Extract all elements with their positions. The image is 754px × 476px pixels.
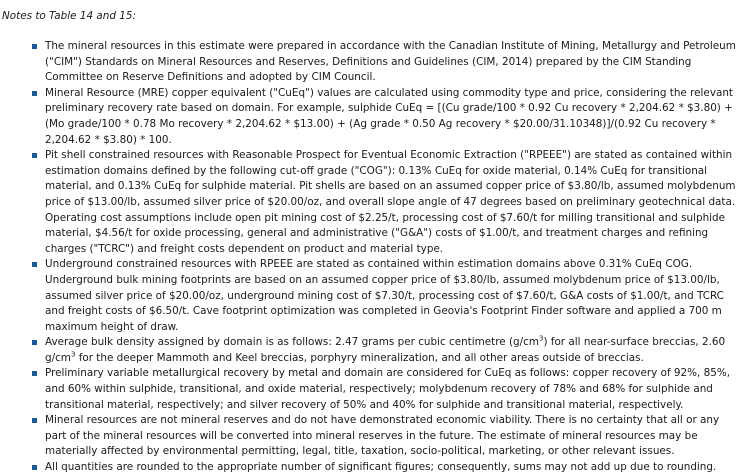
note-text: Preliminary variable metallurgical recovery by metal and domain are considered for CuEq as follows: copper recovery of 92%, 85%, and 60% within sulphide, transitional, and oxide material, respectively; molybdenum recovery of 78% and 68% for sulphide and transitional material, respectively; and silver recovery of 50% and 40% for sulphide and transitional material, respectively. bbox=[45, 367, 731, 411]
square-bullet-icon bbox=[32, 262, 37, 267]
square-bullet-icon bbox=[32, 340, 37, 345]
square-bullet-icon bbox=[32, 465, 37, 470]
note-text: Pit shell constrained resources with Reasonable Prospect for Eventual Economic Extraction ("RPEEE") are stated as contained within estimation domains defined by the following cut-off grade ("COG"): 0.13% CuEq for oxide material, 0.14% CuEq for transitional material, and 0.13% CuEq for sulphide material. Pit shells are based on an assumed copper price of $3.80/lb, assumed molybdenum price of $13.00/lb, assumed silver price of $20.00/oz, and overall slope angle of 47 degrees based on preliminary geotechnical data. Operating cost assumptions include open pit mining cost of $2.25/t, processing cost of $7.60/t for milling transitional and sulphide material, $4.56/t for oxide processing, general and administrative ("G&A") costs of $1.00/t, and treatment charges and refining charges ("TCRC") and freight costs dependent on product and material type. bbox=[45, 149, 736, 255]
note-item-pit-shell bbox=[0, 148, 742, 257]
notes-heading: Notes to Table 14 and 15: bbox=[2, 10, 136, 22]
square-bullet-icon bbox=[32, 44, 37, 49]
square-bullet-icon bbox=[32, 153, 37, 158]
note-item-cueq-calculation bbox=[0, 86, 742, 148]
note-text: Underground constrained resources with RPEEE are stated as contained within estimation domains above 0.31% CuEq COG. Underground bulk mining footprints are based on an assumed copper price of $3.80/lb, assumed molybdenum price of $13.00/lb, assumed silver price of $20.00/oz, underground mining cost of $7.30/t, processing cost of $7.60/t, G&A costs of $1.00/t, and TCRC and freight costs of $6.50/t. Cave footprint optimization was completed in Geovia's Footprint Finder software and applied a 700 m maximum height of draw. bbox=[45, 258, 724, 333]
note-item-cim-standards bbox=[0, 39, 742, 86]
note-text-part: for the deeper Mammoth and Keel breccias, porphyry mineralization, and all other areas outside of breccias. bbox=[75, 351, 644, 364]
square-bullet-icon bbox=[32, 371, 37, 376]
note-text: The mineral resources in this estimate were prepared in accordance with the Canadian Institute of Mining, Metallurgy and Petroleum ("CIM") Standards on Mineral Resources and Reserves, Definitions and Guidelines (CIM, 2014) prepared by the CIM Standing Committee on Reserve Definitions and adopted by CIM Council. bbox=[45, 40, 736, 84]
note-text: All quantities are rounded to the appropriate number of significant figures; consequently, sums may not add up due to rounding. bbox=[45, 461, 717, 474]
note-text: Mineral Resource (MRE) copper equivalent ("CuEq") values are calculated using commodity type and price, considering the relevant preliminary recovery rate based on domain. For example, sulphide CuEq = [(Cu grade/100 * 0.92 Cu recovery * 2,204.62 * $3.80) + (Mo grade/100 * 0.78 Mo recovery * 2,204.62 * $13.00) + (Ag grade * 0.50 Ag recovery * $20.00/31.10348)]/(0.92 Cu recovery * 2,204.62 * $3.80) * 100. bbox=[45, 86, 733, 146]
notes-list bbox=[0, 39, 742, 476]
note-item-metallurgical-recovery bbox=[0, 366, 742, 413]
superscript: 3 bbox=[70, 350, 76, 359]
note-text-part: Average bulk density assigned by domain is as follows: 2.47 grams per cubic centimetre (g/cm bbox=[45, 336, 539, 349]
note-text: Mineral resources are not mineral reserves and do not have demonstrated economic viability. There is no certainty that all or any part of the mineral resources will be converted into mineral reserves in the future. The estimate of mineral resources may be materially affected by environmental permitting, legal, title, taxation, socio-political, marketing, or other relevant issues. bbox=[45, 414, 720, 458]
note-item-rounding bbox=[0, 460, 742, 476]
square-bullet-icon bbox=[32, 418, 37, 423]
square-bullet-icon bbox=[32, 91, 37, 96]
superscript: 3 bbox=[538, 334, 544, 343]
note-item-bulk-density bbox=[0, 335, 742, 366]
note-item-underground bbox=[0, 257, 742, 335]
note-text-part: ) for all near-surface breccias, 2.60 g/cm bbox=[45, 336, 726, 364]
note-item-not-reserves bbox=[0, 413, 742, 460]
